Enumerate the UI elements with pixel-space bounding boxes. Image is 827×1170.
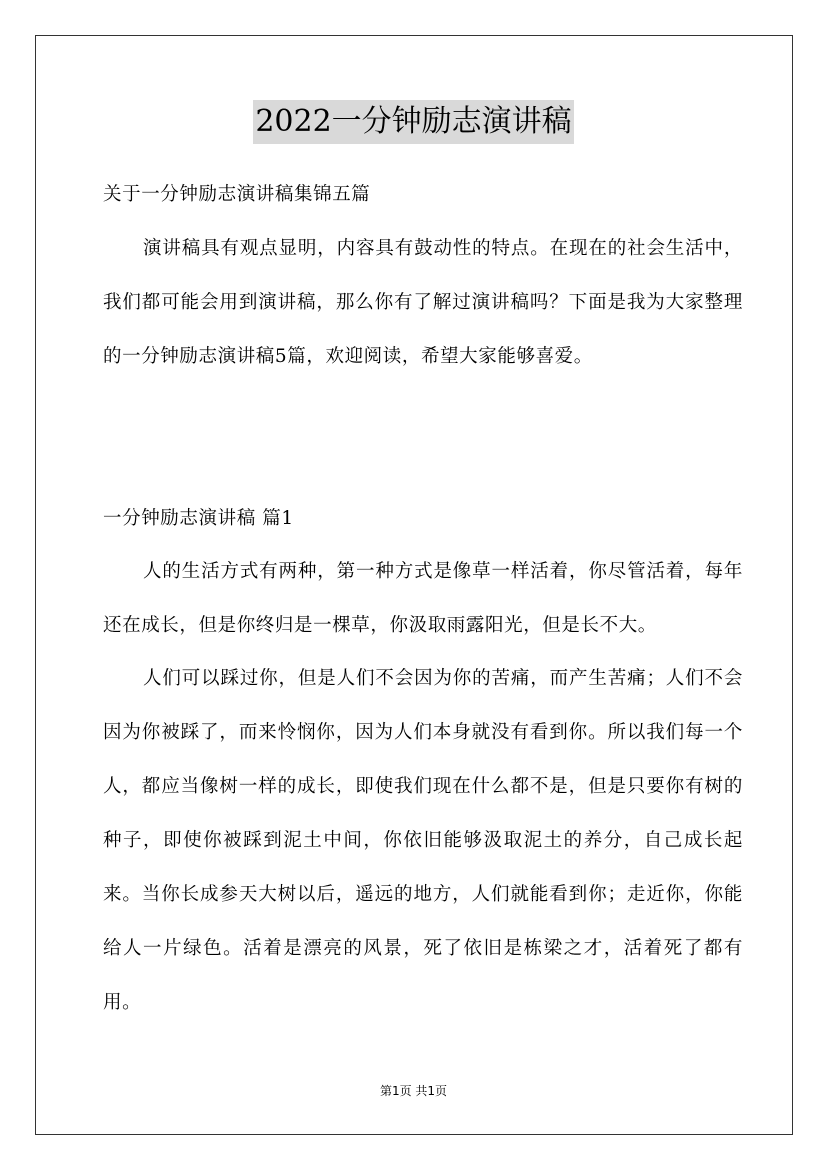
body-paragraph-2: 人们可以踩过你，但是人们不会因为你的苦痛，而产生苦痛；人们不会因为你被踩了，而来怜悯你，因为人们本身就没有看到你。所以我们每一个人，都应当像树一样的成长，即使我们现在什么都不是，但是只要你有树的种子，即使你被踩到泥土中间，你依旧能够汲取泥土的养分，自己成长起来。当你长成参天大树以后，遥远的地方，人们就能看到你；走近你，你能给人一片绿色。活着是漂亮的风景，死了依旧是栋梁之才，活着死了都有用。 [103,668,743,1013]
body-paragraph-1: 人的生活方式有两种，第一种方式是像草一样活着，你尽管活着，每年还在成长，但是你终归是一棵草，你汲取雨露阳光，但是长不大。 [103,561,743,636]
document-title: 2022一分钟励志演讲稿 [253,100,573,144]
document-subtitle: 关于一分钟励志演讲稿集锦五篇 [103,184,371,205]
title-container [0,100,827,144]
page-footer: 第1页 共1页 [379,1084,448,1098]
intro-paragraph: 演讲稿具有观点显明，内容具有鼓动性的特点。在现在的社会生活中，我们都可能会用到演讲稿，那么你有了解过演讲稿吗？下面是我为大家整理的一分钟励志演讲稿5篇，欢迎阅读，希望大家能够喜爱。 [103,238,743,367]
section-heading: 一分钟励志演讲稿 篇1 [103,508,294,529]
